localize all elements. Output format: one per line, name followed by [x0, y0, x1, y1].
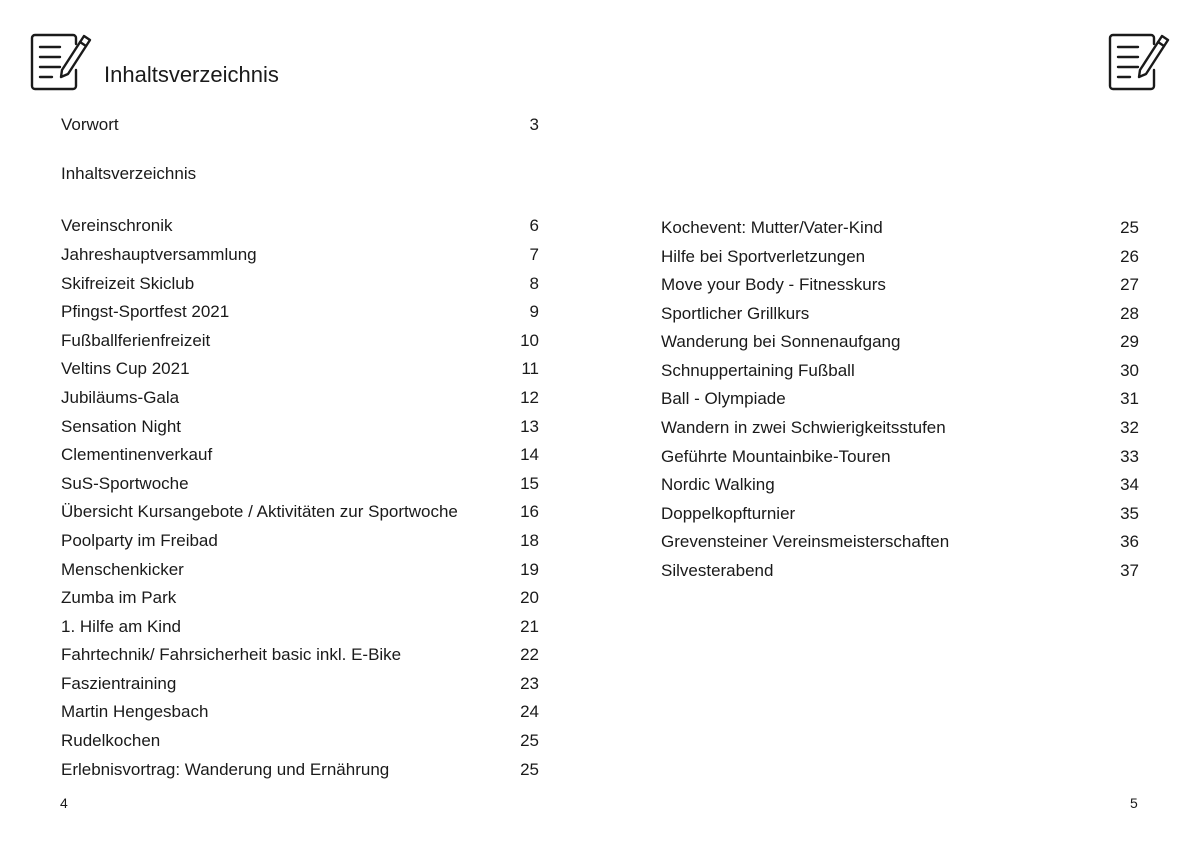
toc-entry[interactable]	[661, 560, 1139, 582]
toc-entry[interactable]	[61, 416, 539, 438]
toc-entry[interactable]	[61, 244, 539, 266]
toc-entry-label: Übersicht Kursangebote / Aktivitäten zur Sportwoche	[61, 502, 458, 521]
page-number-right: 5	[1130, 795, 1138, 811]
toc-entry-page: 34	[1120, 475, 1139, 494]
toc-entry-page: 6	[529, 216, 539, 235]
toc-entry[interactable]	[661, 503, 1139, 525]
toc-entry-label: Zumba im Park	[61, 588, 177, 607]
toc-entry-page: 7	[529, 245, 539, 264]
toc-entry-label: Vereinschronik	[61, 216, 173, 235]
toc-entry-label: Rudelkochen	[61, 731, 161, 750]
toc-entry-label: Faszientraining	[61, 674, 177, 693]
toc-entry-label: Nordic Walking	[661, 475, 775, 494]
toc-entry-label: Ball - Olympiade	[661, 389, 786, 408]
toc-entry-page: 12	[520, 388, 539, 407]
toc-entry-label: Jubiläums-Gala	[61, 388, 180, 407]
toc-entry-label: Move your Body - Fitnesskurs	[661, 275, 886, 294]
toc-entry-label: Vorwort	[61, 115, 119, 134]
toc-entry-page: 27	[1120, 275, 1139, 294]
toc-entry-label: Inhaltsverzeichnis	[61, 164, 197, 183]
toc-entry[interactable]	[661, 360, 1139, 382]
toc-entry-page: 19	[520, 560, 539, 579]
toc-entry[interactable]	[661, 417, 1139, 439]
toc-entry-label: Schnuppertaining Fußball	[661, 361, 855, 380]
toc-entry-label: Doppelkopfturnier	[661, 504, 796, 523]
toc-entry-page: 10	[520, 331, 539, 350]
toc-entry-label: 1. Hilfe am Kind	[61, 617, 181, 636]
toc-entry-page: 14	[520, 445, 539, 464]
notepad-pencil-icon	[1108, 30, 1170, 92]
toc-entry-label: Veltins Cup 2021	[61, 359, 190, 378]
toc-entry-page: 24	[520, 702, 539, 721]
toc-entry-page: 25	[520, 760, 539, 779]
toc-entry-page: 18	[520, 531, 539, 550]
toc-entry[interactable]	[61, 759, 539, 781]
toc-entry-page: 37	[1120, 561, 1139, 580]
toc-entry-page: 31	[1120, 389, 1139, 408]
toc-entry-page: 29	[1120, 332, 1139, 351]
toc-entry-label: Silvesterabend	[661, 561, 774, 580]
toc-entry[interactable]	[61, 358, 539, 380]
toc-entry-page: 9	[529, 302, 539, 321]
toc-entry[interactable]	[61, 301, 539, 323]
toc-entry[interactable]	[61, 530, 539, 552]
toc-entry[interactable]	[661, 331, 1139, 353]
toc-entry-label: Clementinenverkauf	[61, 445, 213, 464]
toc-entry-page: 15	[520, 474, 539, 493]
toc-entry[interactable]	[61, 616, 539, 638]
toc-entry-page: 22	[520, 645, 539, 664]
toc-entry-page: 20	[520, 588, 539, 607]
toc-entry-label: Geführte Mountainbike-Touren	[661, 447, 891, 466]
toc-entry[interactable]	[661, 246, 1139, 268]
toc-entry-page: 33	[1120, 447, 1139, 466]
toc-entry-page: 3	[529, 115, 539, 134]
toc-entry-page: 8	[529, 274, 539, 293]
toc-entry-label: Sensation Night	[61, 417, 182, 436]
toc-entry-page: 21	[520, 617, 539, 636]
toc-entry-label: Fahrtechnik/ Fahrsicherheit basic inkl. E-Bike	[61, 645, 402, 664]
toc-entry-page: 16	[520, 502, 539, 521]
toc-entry-label: Wanderung bei Sonnenaufgang	[661, 332, 901, 351]
toc-entry-label: Menschenkicker	[61, 560, 184, 579]
toc-entry[interactable]	[61, 215, 539, 237]
toc-entry-label: Pfingst-Sportfest 2021	[61, 302, 230, 321]
toc-entry[interactable]	[61, 673, 539, 695]
toc-entry[interactable]	[61, 163, 539, 185]
toc-entry[interactable]	[661, 274, 1139, 296]
toc-entry[interactable]	[61, 559, 539, 581]
toc-entry-label: Sportlicher Grillkurs	[661, 304, 810, 323]
toc-entry-page: 13	[520, 417, 539, 436]
toc-entry-label: Poolparty im Freibad	[61, 531, 218, 550]
toc-entry[interactable]	[61, 701, 539, 723]
toc-entry[interactable]	[61, 473, 539, 495]
toc-entry[interactable]	[661, 388, 1139, 410]
toc-entry-label: Fußballferienfreizeit	[61, 331, 211, 350]
toc-entry-label: Skifreizeit Skiclub	[61, 274, 195, 293]
toc-entry-page: 25	[1120, 218, 1139, 237]
toc-entry-page: 28	[1120, 304, 1139, 323]
toc-entry[interactable]	[61, 587, 539, 609]
toc-entry-page: 32	[1120, 418, 1139, 437]
toc-entry-page: 25	[520, 731, 539, 750]
notepad-pencil-icon	[30, 30, 92, 92]
toc-entry-label: Wandern in zwei Schwierigkeitsstufen	[661, 418, 946, 437]
toc-entry-page: 11	[521, 359, 539, 378]
toc-entry-page: 30	[1120, 361, 1139, 380]
toc-entry-label: Jahreshauptversammlung	[61, 245, 257, 264]
toc-entry[interactable]	[61, 273, 539, 295]
toc-entry-page: 36	[1120, 532, 1139, 551]
toc-entry[interactable]	[61, 330, 539, 352]
toc-entry-label: SuS-Sportwoche	[61, 474, 189, 493]
page-title: Inhaltsverzeichnis	[104, 62, 279, 87]
toc-entry[interactable]	[661, 217, 1139, 239]
toc-entry-label: Grevensteiner Vereinsmeisterschaften	[661, 532, 950, 551]
toc-entry[interactable]	[61, 444, 539, 466]
page-number-left: 4	[60, 795, 68, 811]
toc-entry[interactable]	[61, 644, 539, 666]
toc-entry-label: Hilfe bei Sportverletzungen	[661, 247, 866, 266]
toc-entry-page: 35	[1120, 504, 1139, 523]
toc-entry-page: 26	[1120, 247, 1139, 266]
toc-entry[interactable]	[61, 501, 539, 523]
toc-entry[interactable]	[661, 531, 1139, 553]
toc-entry[interactable]	[661, 303, 1139, 325]
toc-entry-page: 23	[520, 674, 539, 693]
toc-entry-label: Kochevent: Mutter/Vater-Kind	[661, 218, 883, 237]
toc-entry[interactable]	[61, 114, 539, 136]
toc-entry-label: Martin Hengesbach	[61, 702, 209, 721]
toc-entry-label: Erlebnisvortrag: Wanderung und Ernährung	[61, 760, 390, 779]
toc-entry[interactable]	[661, 446, 1139, 468]
toc-entry[interactable]	[661, 474, 1139, 496]
toc-entry[interactable]	[61, 730, 539, 752]
toc-entry[interactable]	[61, 387, 539, 409]
